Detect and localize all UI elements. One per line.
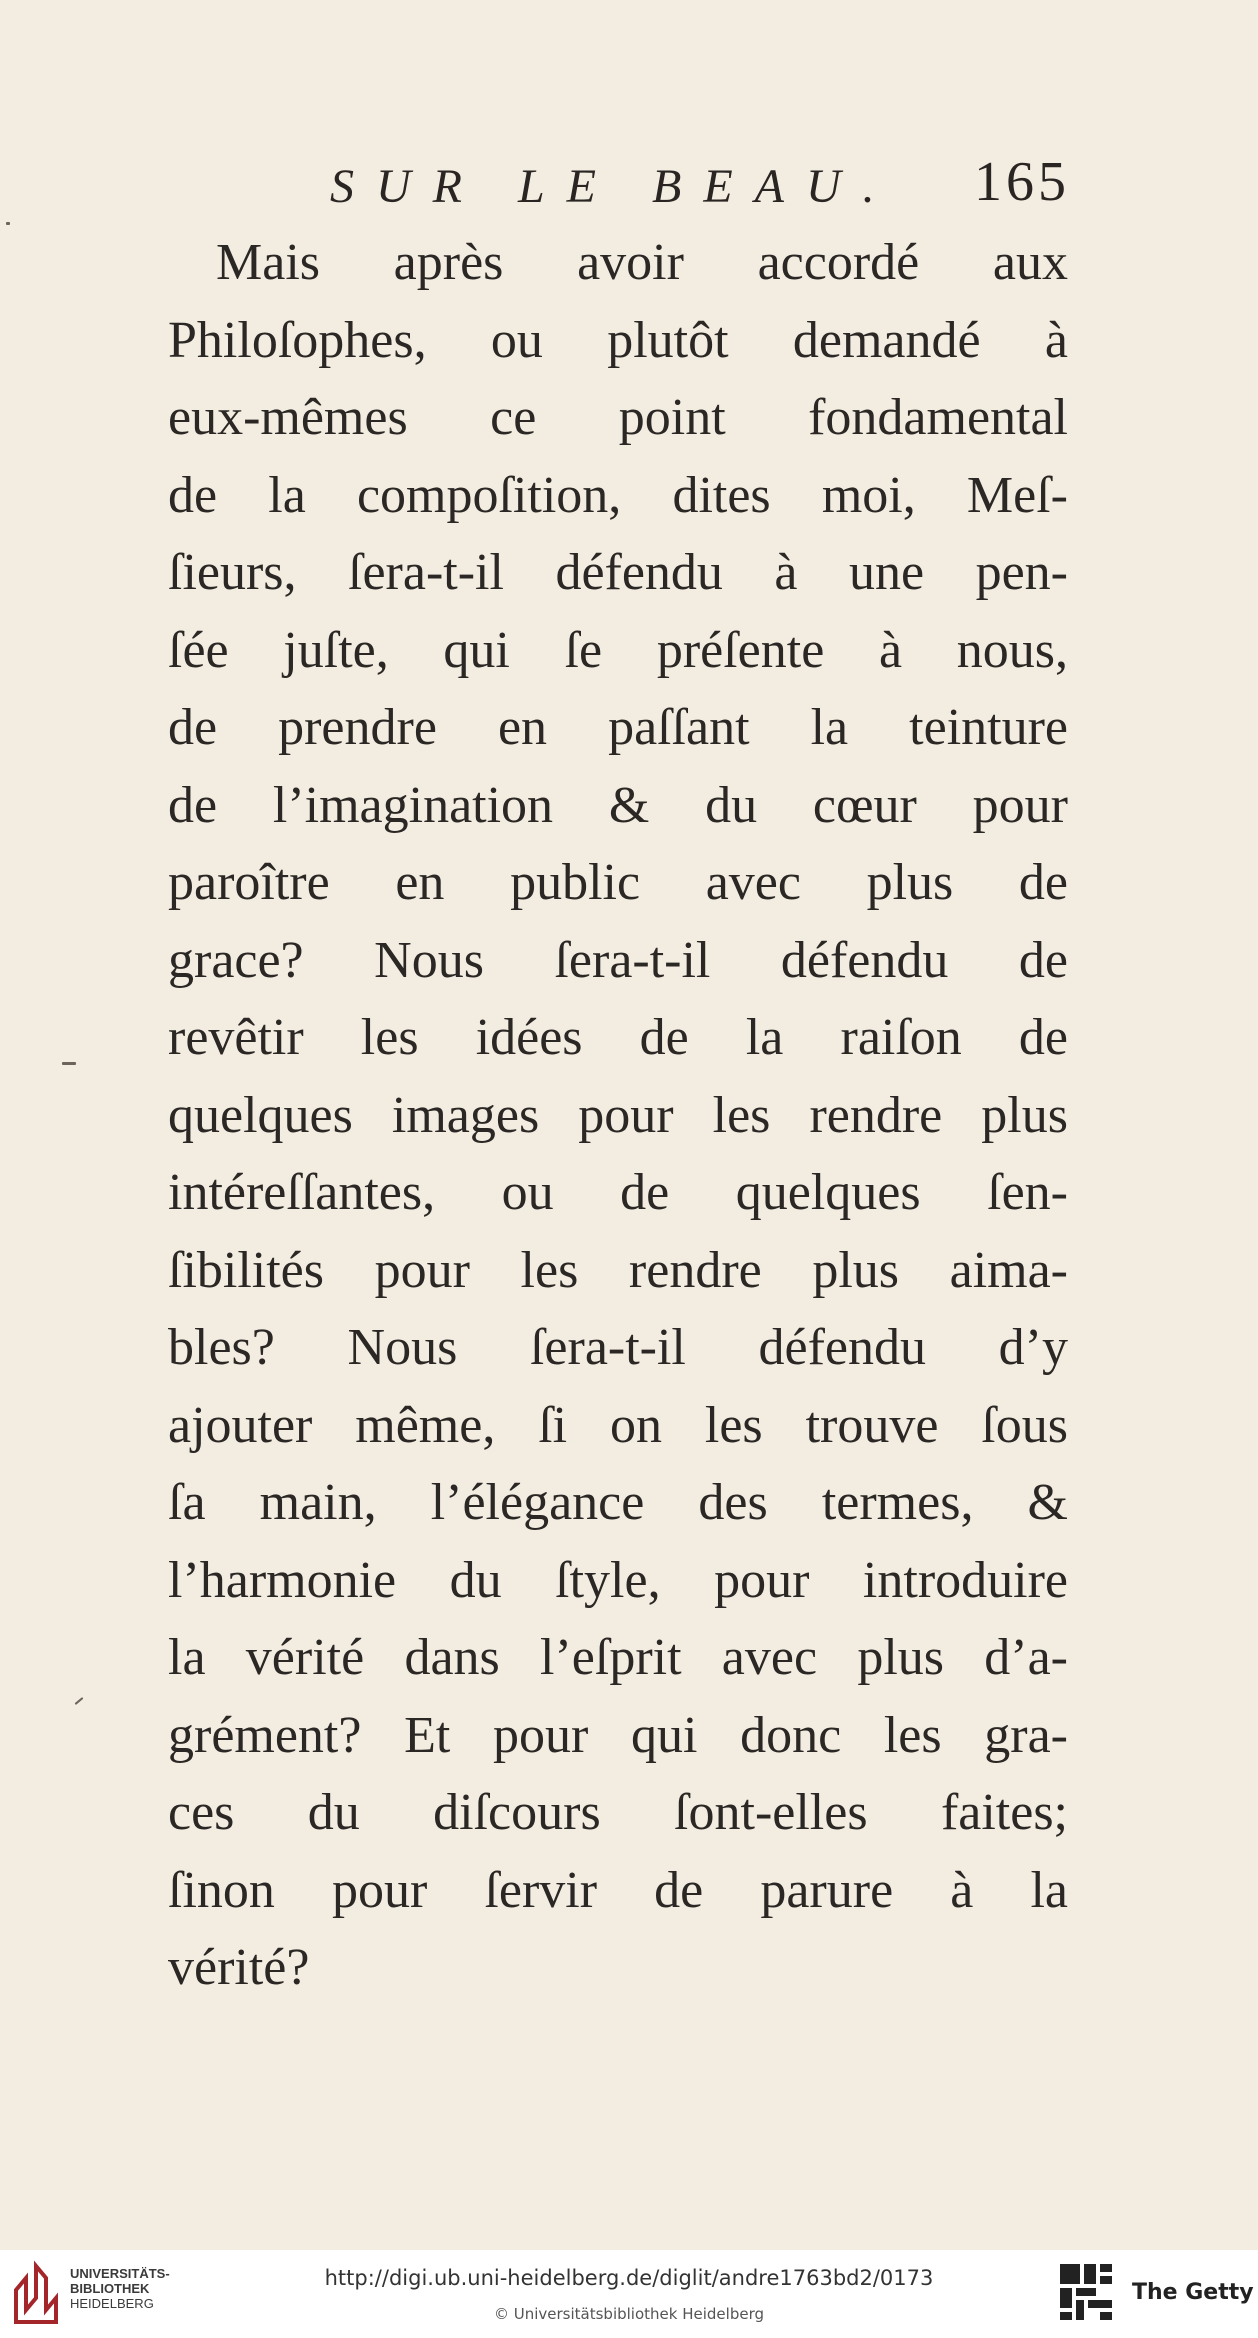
paper-speck — [62, 1062, 76, 1065]
running-title: SUR LE BEAU. — [330, 160, 897, 213]
text-line: revêtir les idées de la raiſon de — [168, 1009, 1068, 1066]
getty-name: The Getty — [1132, 2280, 1254, 2305]
text-line: paroître en public avec plus de — [168, 854, 1068, 911]
paper-speck — [6, 222, 10, 225]
text-line: Philoſophes, ou plutôt demandé à — [168, 311, 1068, 369]
copyright-notice: © Universitätsbibliothek Heidelberg — [493, 2305, 764, 2323]
text-line: ajouter même, ſi on les trouve ſous — [168, 1396, 1068, 1454]
text-line: ces du diſcours ſont-elles faites; — [168, 1784, 1068, 1841]
text-line: de la compoſition, dites moi, Meſ- — [168, 466, 1068, 524]
viewer-footer — [0, 2250, 1258, 2338]
text-line: de l’imagination & du cœur pour — [168, 776, 1068, 834]
text-line: ſinon pour ſervir de parure à la — [168, 1861, 1068, 1919]
text-line: eux-mêmes ce point fondamental — [168, 389, 1068, 446]
body-text — [168, 224, 1068, 2007]
text-line: ſée juſte, qui ſe préſente à nous, — [168, 621, 1068, 679]
library-name: UNIVERSITÄTS- BIBLIOTHEK HEIDELBERG — [70, 2266, 170, 2311]
text-line: grace? Nous ſera-t-il défendu de — [168, 931, 1068, 989]
text-line: ſibilités pour les rendre plus aima- — [168, 1241, 1068, 1299]
getty-logo-icon — [1058, 2262, 1114, 2324]
paper-speck — [75, 1697, 84, 1705]
page-number: 165 — [974, 151, 1070, 213]
text-line: Mais après avoir accordé aux — [216, 234, 1068, 291]
text-line: ſa main, l’élégance des termes, & — [168, 1474, 1068, 1531]
text-line: ſieurs, ſera-t-il défendu à une pen- — [168, 544, 1068, 601]
text-line: de prendre en paſſant la teinture — [168, 699, 1068, 756]
text-line: vérité? — [168, 1939, 310, 1996]
text-line: intéreſſantes, ou de quelques ſen- — [168, 1164, 1068, 1221]
text-line: grément? Et pour qui donc les gra- — [168, 1706, 1068, 1764]
permalink-url[interactable]: http://digi.ub.uni-heidelberg.de/diglit/andre1763bd2/0173 — [324, 2266, 934, 2290]
page-header — [330, 152, 1070, 222]
text-line: quelques images pour les rendre plus — [168, 1086, 1068, 1144]
text-line: la vérité dans l’eſprit avec plus d’a- — [168, 1629, 1068, 1686]
text-line: bles? Nous ſera-t-il défendu d’y — [168, 1319, 1068, 1376]
text-line: l’harmonie du ſtyle, pour introduire — [168, 1551, 1068, 1609]
